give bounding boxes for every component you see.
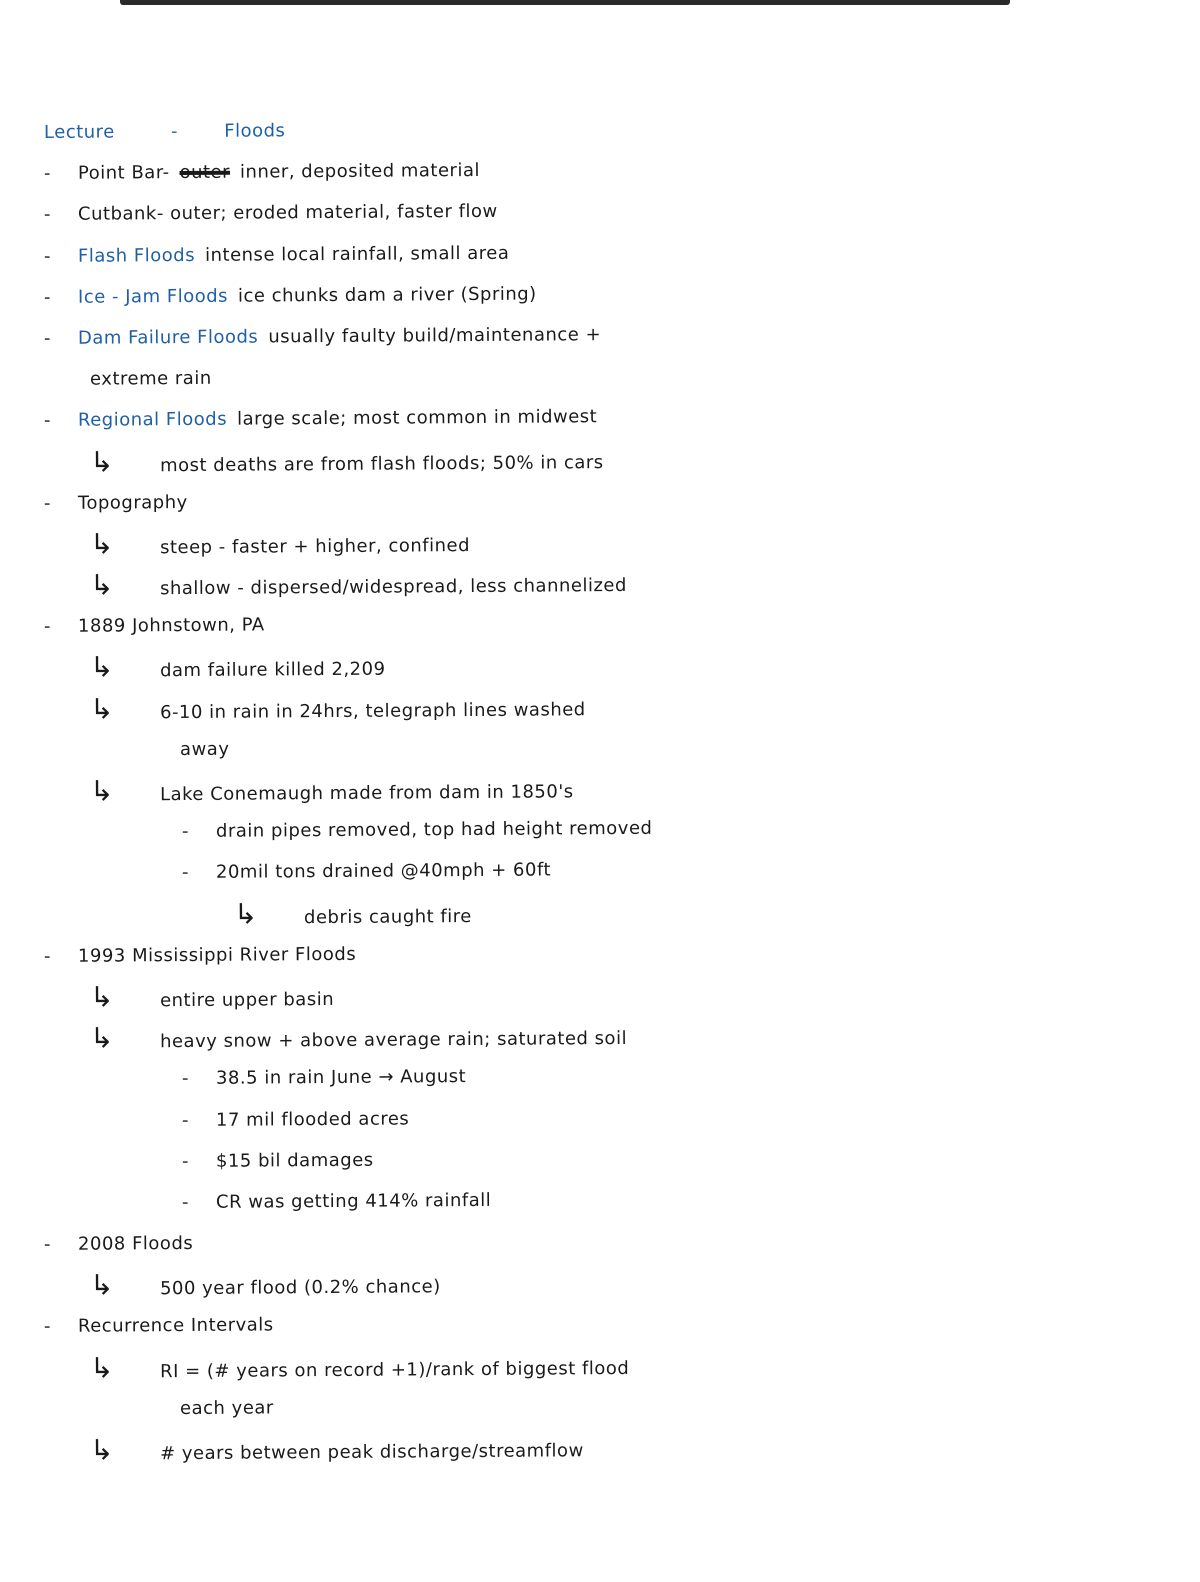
bullet-dash-icon: - (43, 245, 52, 267)
arrow-bullet-icon: ↳ (89, 445, 115, 479)
note-text: 1889 Johnstown, PA (77, 614, 265, 638)
note-text: each year (179, 1397, 274, 1419)
flood-type-term: Dam Failure Floods (77, 326, 259, 349)
note-line (44, 392, 1184, 441)
bullet-dash-icon: - (43, 286, 52, 308)
note-text: RI = (# years on record +1)/rank of biggest flood (159, 1357, 630, 1382)
note-text: drain pipes removed, top had height removed (215, 817, 653, 842)
handwritten-notes-page (44, 112, 1184, 1471)
title-right: Floods (224, 120, 286, 142)
arrow-bullet-icon: ↳ (89, 1021, 115, 1055)
note-text: 20mil tons drained @40mph + 60ft (215, 859, 552, 884)
bullet-dash-icon: - (43, 1234, 52, 1256)
note-text: 38.5 in rain June → August (215, 1066, 467, 1090)
arrow-bullet-icon: ↳ (89, 1433, 115, 1467)
note-text: extreme rain (89, 367, 212, 390)
note-line (44, 1051, 1184, 1100)
note-line (44, 845, 1184, 894)
bullet-dash-icon: - (43, 945, 52, 967)
title-separator: - (170, 121, 179, 143)
bullet-dash-icon: - (43, 616, 52, 638)
bullet-dash-icon: - (43, 410, 52, 432)
note-text: # years between peak discharge/streamflow (159, 1440, 584, 1465)
struck-text: outer (179, 161, 231, 184)
note-text: steep - faster + higher, confined (159, 534, 471, 559)
note-text: ice chunks dam a river (Spring) (237, 283, 537, 307)
note-line (44, 186, 1184, 235)
note-text: usually faulty build/maintenance + (268, 324, 602, 348)
bullet-dash-icon: - (181, 1109, 190, 1131)
title-left: Lecture (43, 121, 115, 143)
note-line (44, 1422, 1184, 1471)
note-text: 500 year flood (0.2% chance) (159, 1276, 441, 1300)
note-text: CR was getting 414% rainfall (215, 1189, 492, 1213)
bullet-dash-icon: - (43, 327, 52, 349)
bullet-dash-icon: - (43, 163, 52, 185)
arrow-bullet-icon: ↳ (89, 527, 115, 561)
arrow-bullet-icon: ↳ (89, 650, 115, 685)
note-text: large scale; most common in midwest (236, 406, 598, 430)
bullet-dash-icon: - (181, 1191, 190, 1213)
note-text: 17 mil flooded acres (215, 1107, 410, 1131)
note-text: 2008 Floods (77, 1233, 194, 1255)
bullet-dash-icon: - (181, 1150, 190, 1172)
note-text: 6-10 in rain in 24hrs, telegraph lines washed (159, 698, 586, 723)
note-text: Recurrence Intervals (77, 1314, 274, 1338)
flood-type-term: Flash Floods (77, 244, 196, 267)
arrow-bullet-icon: ↳ (89, 692, 115, 726)
notes-list (44, 153, 1184, 1471)
arrow-bullet-icon: ↳ (89, 568, 115, 602)
bullet-dash-icon: - (181, 1068, 190, 1090)
page-top-edge (120, 0, 1010, 5)
arrow-bullet-icon: ↳ (89, 980, 115, 1014)
arrow-bullet-icon: ↳ (89, 1351, 115, 1385)
note-text: Cutbank- outer; eroded material, faster flow (77, 201, 498, 226)
note-text: 1993 Mississippi River Floods (77, 943, 357, 967)
arrow-bullet-icon: ↳ (233, 897, 259, 931)
note-text: heavy snow + above average rain; saturated soil (159, 1028, 628, 1053)
arrow-bullet-icon: ↳ (89, 1268, 115, 1302)
note-text: intense local rainfall, small area (205, 242, 510, 266)
flood-type-term: Regional Floods (77, 409, 228, 432)
note-text: away (179, 738, 230, 760)
note-text: most deaths are from flash floods; 50% in cars (159, 451, 604, 476)
note-text: entire upper basin (159, 988, 335, 1012)
bullet-dash-icon: - (181, 821, 190, 843)
arrow-bullet-icon: ↳ (89, 774, 115, 808)
note-text: inner, deposited material (239, 160, 481, 183)
note-text: dam failure killed 2,209 (159, 659, 386, 682)
bullet-dash-icon: - (43, 204, 52, 226)
note-text: Topography (77, 491, 188, 514)
note-text: Lake Conemaugh made from dam in 1850's (159, 781, 574, 806)
note-text: debris caught fire (303, 905, 472, 928)
note-text: Point Bar- (77, 162, 170, 184)
flood-type-term: Ice - Jam Floods (77, 285, 229, 308)
bullet-dash-icon: - (43, 492, 52, 514)
note-text: $15 bil damages (215, 1149, 374, 1172)
note-text: shallow - dispersed/widespread, less channelized (159, 574, 627, 600)
bullet-dash-icon: - (43, 1316, 52, 1338)
bullet-dash-icon: - (181, 862, 190, 884)
